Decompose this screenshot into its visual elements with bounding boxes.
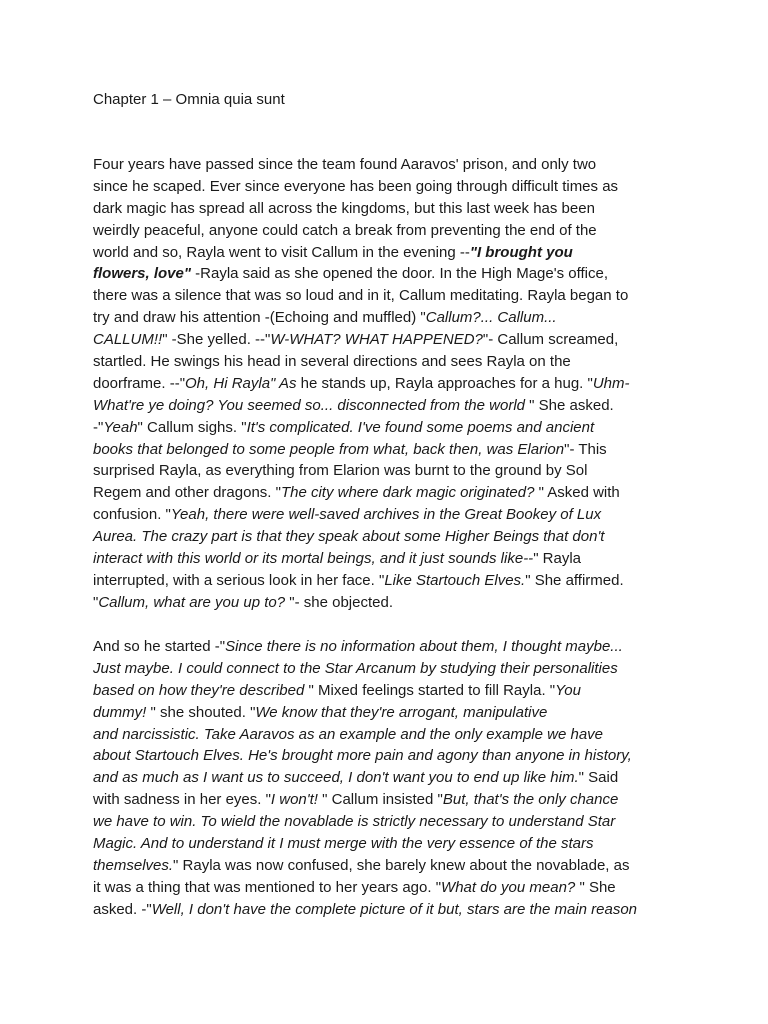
text-run: But, that's the only chance	[442, 791, 619, 809]
text-line	[93, 482, 683, 504]
text-run: " Callum insisted "	[322, 791, 443, 809]
text-run: "	[93, 593, 99, 611]
text-line	[93, 439, 683, 461]
text-line	[93, 789, 683, 811]
text-run: Like Startouch Elves.	[384, 571, 526, 589]
text-run: " Rayla	[533, 550, 582, 568]
text-line	[93, 724, 683, 746]
text-run: books that belonged to some people from what, back then, was Elarion	[93, 440, 565, 458]
text-run: confusion. "	[93, 506, 171, 524]
text-run: asked. -"	[93, 900, 152, 918]
text-run: interrupted, with a serious look in her face. "	[93, 571, 385, 589]
text-run: weirdly peaceful, anyone could catch a break from preventing the end of the	[93, 221, 597, 239]
text-line	[93, 198, 683, 220]
text-run: -Rayla said as she opened the door. In the High Mage's office,	[190, 265, 608, 283]
text-run: " She asked.	[529, 396, 614, 414]
text-run: Magic. And to understand it I must merge with the very essence of the stars	[93, 835, 594, 853]
text-run: Callum?... Callum...	[425, 309, 557, 327]
text-run: there was a silence that was so loud and in it, Callum meditating. Rayla began to	[93, 287, 629, 305]
text-line	[93, 285, 683, 307]
text-run: Since there is no information about them, I thought maybe...	[225, 638, 623, 655]
text-line	[93, 811, 683, 833]
text-run: world and so, Rayla went to visit Callum in the evening --	[93, 243, 470, 261]
paragraph	[93, 636, 683, 921]
text-line	[93, 504, 683, 526]
text-line	[93, 548, 683, 570]
text-run: Aurea. The crazy part is that they speak about some Higher Beings that don't	[93, 528, 605, 546]
text-line	[93, 658, 683, 680]
text-run: and narcissistic. Take Aaravos as an example and the only example we have	[93, 725, 604, 743]
text-run: " Mixed feelings started to fill Rayla. "	[308, 681, 556, 699]
text-line	[93, 351, 683, 373]
text-run: try and draw his attention -(Echoing and muffled) "	[93, 309, 426, 327]
text-line	[93, 855, 683, 877]
text-line	[93, 899, 683, 921]
text-line	[93, 680, 683, 702]
text-line	[93, 220, 683, 242]
text-line	[93, 307, 683, 329]
text-run: Regem and other dragons. "	[93, 484, 281, 502]
text-run: dark magic has spread all across the kingdoms, but this last week has been	[93, 199, 595, 217]
text-run: " Asked with	[538, 484, 620, 502]
text-run: it was a thing that was mentioned to her years ago. "	[93, 878, 442, 896]
text-run: doorframe. --"	[93, 374, 186, 392]
text-line	[93, 395, 683, 417]
text-run: Just maybe. I could connect to the Star Arcanum by studying their personalities	[93, 659, 618, 677]
text-line	[93, 570, 683, 592]
text-line	[93, 833, 683, 855]
chapter-title: Chapter 1 – Omnia quia sunt	[93, 91, 285, 108]
text-run: Oh, Hi Rayla" As	[185, 374, 297, 392]
text-run: he stands up, Rayla approaches for a hug. "	[296, 374, 593, 392]
text-run: " Callum sighs. "	[137, 418, 247, 436]
text-line	[93, 526, 683, 548]
text-run: " Rayla was now confused, she barely knew about the novablade, as	[173, 856, 630, 874]
text-run: and as much as I want us to succeed, I don't want you to end up like him.	[93, 769, 579, 787]
text-run: Yeah	[103, 418, 138, 436]
paragraph	[93, 154, 683, 614]
text-line	[93, 154, 683, 176]
text-run: We know that they're arrogant, manipulative	[255, 703, 548, 721]
text-run: "- she objected.	[289, 593, 393, 611]
text-run: surprised Rayla, as everything from Elarion was burnt to the ground by Sol	[93, 462, 588, 480]
text-run: "- This	[564, 440, 607, 458]
text-run: -"	[93, 418, 104, 436]
text-line	[93, 242, 683, 264]
text-run: I won't!	[270, 791, 323, 809]
text-run: themselves.	[93, 856, 174, 874]
text-run: based on how they're described	[93, 681, 309, 699]
text-line	[93, 417, 683, 439]
text-line	[93, 745, 683, 767]
text-run: " She affirmed.	[525, 571, 624, 589]
text-run: W-WHAT? WHAT HAPPENED?	[270, 331, 483, 349]
text-run: since he scaped. Ever since everyone has been going through difficult times as	[93, 177, 619, 195]
text-run: dummy!	[93, 703, 151, 721]
text-run: "I brought you	[469, 243, 573, 261]
text-line	[93, 263, 683, 285]
text-run: Four years have passed since the team found Aaravos' prison, and only two	[93, 156, 597, 173]
text-line	[93, 592, 683, 614]
text-run: What're ye doing? You seemed so... disconnected from the world	[93, 396, 530, 414]
text-run: flowers, love"	[93, 265, 191, 283]
text-line	[93, 373, 683, 395]
text-run: about Startouch Elves. He's brought more pain and agony than anyone in history,	[93, 747, 632, 765]
text-run: What do you mean?	[441, 878, 580, 896]
text-run: The city where dark magic originated?	[280, 484, 539, 502]
text-line	[93, 702, 683, 724]
text-line	[93, 767, 683, 789]
text-run: Uhm-	[592, 374, 630, 392]
text-run: " She	[579, 878, 616, 896]
text-run: " -She yelled. --"	[162, 331, 271, 349]
text-run: we have to win. To wield the novablade is strictly necessary to understand Star	[93, 813, 616, 831]
text-run: And so he started -"	[93, 638, 226, 655]
text-run: " she shouted. "	[150, 703, 256, 721]
text-run: CALLUM!!	[93, 331, 163, 349]
text-run: It's complicated. I've found some poems and ancient	[246, 418, 595, 436]
text-line	[93, 329, 683, 351]
text-run: Yeah, there were well-saved archives in the Great Bookey of Lux	[170, 506, 602, 524]
text-run: Well, I don't have the complete picture of it but, stars are the main reason	[151, 900, 638, 918]
text-line	[93, 636, 683, 658]
text-run: You	[555, 681, 581, 699]
text-line	[93, 460, 683, 482]
text-run: Callum, what are you up to?	[98, 593, 290, 611]
text-run: interact with this world or its mortal beings, and it just sounds like--	[93, 550, 534, 568]
text-line	[93, 176, 683, 198]
text-run: startled. He swings his head in several directions and sees Rayla on the	[93, 353, 571, 371]
text-run: "- Callum screamed,	[482, 331, 619, 349]
text-run: with sadness in her eyes. "	[93, 791, 271, 809]
text-line	[93, 877, 683, 899]
text-run: " Said	[578, 769, 619, 787]
